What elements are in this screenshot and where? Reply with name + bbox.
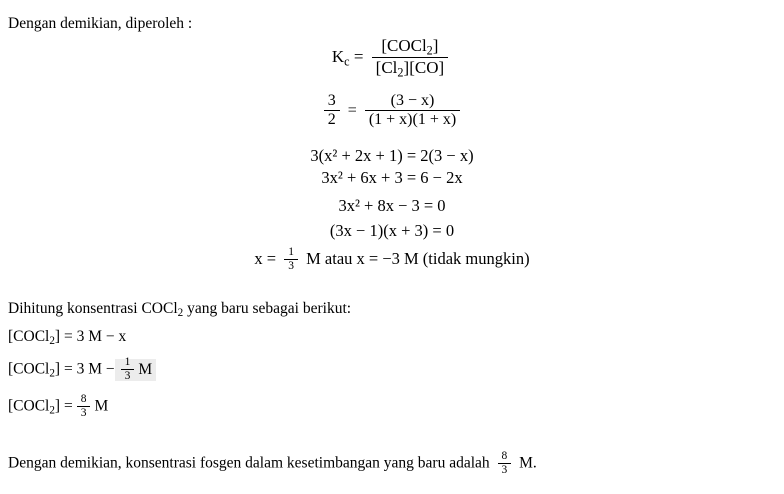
kc-symbol: K — [331, 46, 345, 66]
equation-line-7-body — [254, 246, 530, 273]
ratio-right-fraction — [365, 92, 460, 130]
row3-fraction — [77, 393, 91, 420]
calc-row-1 — [8, 328, 351, 347]
kc-den-sub: 2 — [397, 65, 404, 80]
equation-ratio-body — [320, 92, 464, 129]
equation-kc — [0, 36, 784, 80]
conclusion-frac-num: 8 — [498, 450, 512, 464]
kc-subscript: c — [344, 54, 350, 69]
kc-numerator — [372, 36, 448, 58]
ratio-left-fraction — [324, 92, 340, 130]
section-calculation — [8, 300, 351, 429]
line7-prefix: x = — [254, 248, 277, 268]
row2-unit: M — [138, 360, 153, 378]
conclusion-text-b: M. — [519, 454, 537, 472]
equation-line-7 — [0, 246, 784, 273]
kc-denominator — [372, 58, 448, 79]
row3-label-b: ] = — [54, 396, 73, 414]
row2-highlight — [115, 356, 157, 383]
kc-num-end: ] — [432, 36, 439, 55]
equation-line-5-text: 3x² + 8x − 3 = 0 — [338, 196, 446, 215]
calc-row-3 — [8, 393, 351, 420]
row3-unit: M — [94, 396, 109, 414]
conclusion-fraction — [498, 450, 512, 477]
line7-frac-den: 3 — [288, 260, 294, 273]
row2-frac-den: 3 — [124, 370, 131, 383]
equation-kc-body — [331, 36, 452, 80]
section-heading-b: yang baru sebagai berikut: — [183, 300, 352, 317]
ratio-right-num: (3 − x) — [365, 92, 460, 111]
row3-frac-num: 8 — [77, 393, 91, 407]
kc-den-text: [Cl — [375, 58, 398, 78]
row2-label-a: [COCl — [8, 360, 50, 378]
calc-row-2 — [8, 356, 351, 383]
line7-frac-num: 1 — [284, 246, 298, 260]
kc-fraction — [372, 36, 448, 80]
line7-fraction — [284, 246, 298, 273]
equation-line-5 — [0, 196, 784, 216]
section-heading-sub: 2 — [177, 307, 184, 320]
equation-line-6-text: (3x − 1)(x + 3) = 0 — [329, 221, 455, 240]
row3-label-a: [COCl — [8, 396, 50, 414]
intro-paragraph: Dengan demikian, diperoleh : — [8, 15, 193, 32]
row3-frac-den: 3 — [80, 406, 87, 419]
ratio-left-den: 2 — [327, 111, 336, 129]
row2-label-sub: 2 — [49, 367, 55, 380]
equation-line-6 — [0, 221, 784, 241]
row2-label-b: ] = 3 M − — [54, 360, 115, 378]
row2-fraction — [121, 356, 135, 383]
kc-den-end: ][CO] — [403, 58, 445, 78]
section-heading — [8, 300, 351, 319]
conclusion-paragraph — [8, 450, 537, 477]
row1-label-sub: 2 — [49, 335, 55, 348]
kc-equals: = — [353, 46, 364, 66]
ratio-left-num: 3 — [324, 92, 340, 111]
ratio-right-den: (1 + x)(1 + x) — [368, 111, 457, 129]
line7-suffix: M atau x = −3 M (tidak mungkin) — [306, 248, 530, 268]
ratio-equals: = — [347, 101, 357, 119]
equation-ratio — [0, 92, 784, 130]
equation-line-4 — [0, 168, 784, 188]
equation-line-4-text: 3x² + 6x + 3 = 6 − 2x — [321, 168, 463, 187]
row1-label-b: ] = 3 M − x — [54, 328, 127, 346]
kc-num-sub: 2 — [426, 43, 433, 58]
kc-num-text: [COCl — [381, 36, 427, 55]
row3-label-sub: 2 — [49, 404, 55, 417]
equation-line-3-text: 3(x² + 2x + 1) = 2(3 − x) — [310, 146, 474, 165]
equation-line-3 — [0, 146, 784, 166]
conclusion-frac-den: 3 — [501, 464, 508, 477]
section-heading-a: Dihitung konsentrasi COCl — [8, 300, 178, 317]
row2-frac-num: 1 — [121, 356, 135, 370]
row1-label-a: [COCl — [8, 328, 50, 346]
conclusion-text-a: Dengan demikian, konsentrasi fosgen dalam kesetimbangan yang baru adalah — [8, 454, 490, 472]
